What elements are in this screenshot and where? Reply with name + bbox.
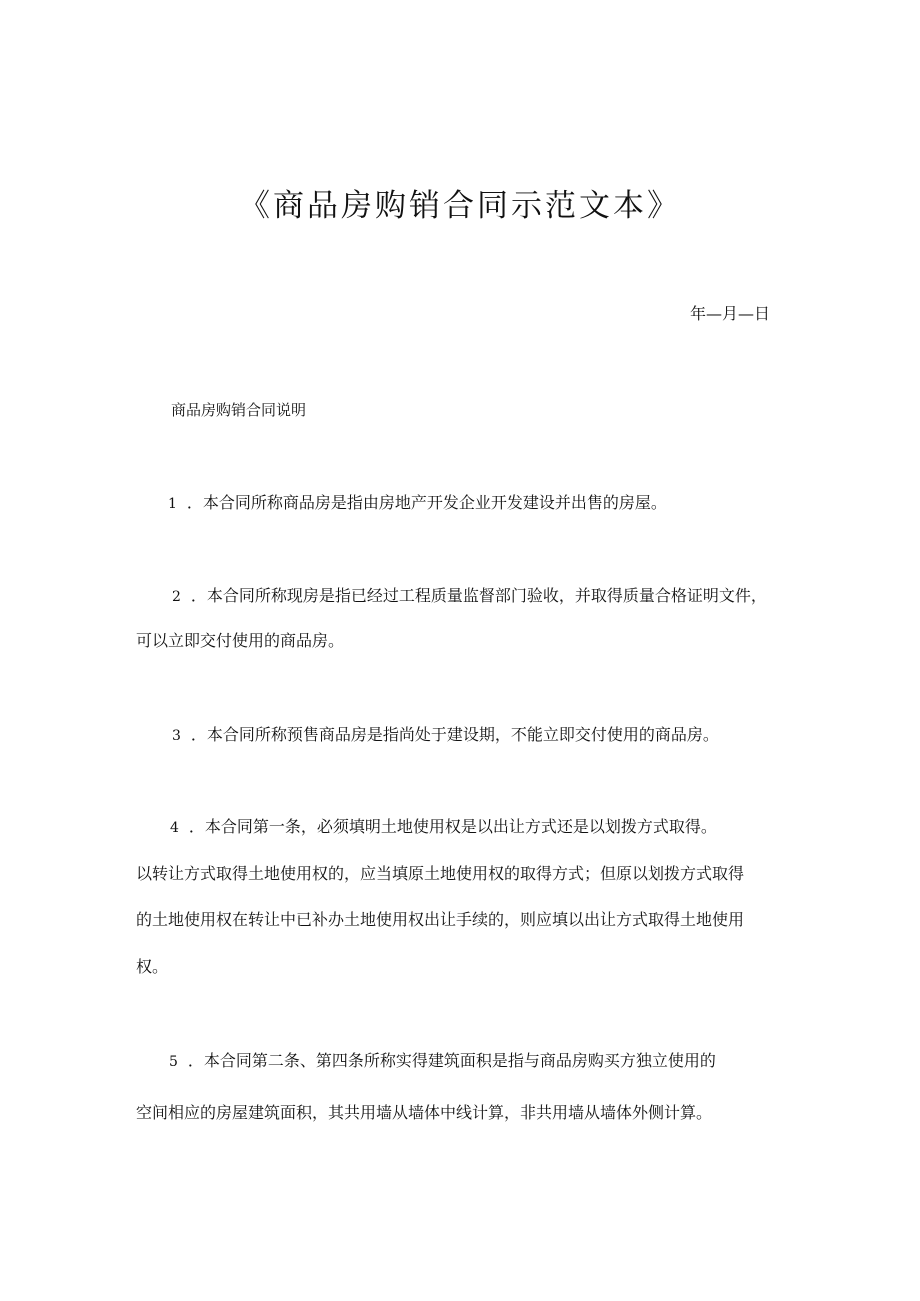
list-item-4-line-3: 的土地使用权在转让中已补办土地使用权出让手续的，则应填以出让方式取得土地使用 xyxy=(136,910,745,929)
list-item-text: ．本合同第一条，必须填明土地使用权是以出让方式还是以划拨方式取得。 xyxy=(188,817,717,836)
section-heading: 商品房购销合同说明 xyxy=(171,401,307,419)
list-item-number: 1 xyxy=(168,496,177,512)
list-item-text: ．本合同所称现房是指已经过工程质量监督部门验收，并取得质量合格证明文件， xyxy=(190,586,767,605)
list-item-4-line-1 xyxy=(170,815,717,840)
list-item-text: ．本合同第二条、第四条所称实得建筑面积是指与商品房购买方独立使用的 xyxy=(187,1051,716,1070)
list-item-number: 2 xyxy=(172,589,181,605)
list-item-5-line-1 xyxy=(169,1049,716,1074)
list-item-4-line-4: 权。 xyxy=(136,957,169,976)
list-item-number: 5 xyxy=(169,1054,178,1070)
list-item-number: 3 xyxy=(172,728,181,744)
list-item-2-line-2: 可以立即交付使用的商品房。 xyxy=(136,631,345,650)
list-item-5-line-2: 空间相应的房屋建筑面积，其共用墙从墙体中线计算，非共用墙从墙体外侧计算。 xyxy=(136,1103,713,1122)
document-title: 《商品房购销合同示范文本》 xyxy=(239,188,681,224)
list-item-text: ．本合同所称商品房是指由房地产开发企业开发建设并出售的房屋。 xyxy=(186,493,667,512)
list-item-text: ．本合同所称预售商品房是指尚处于建设期，不能立即交付使用的商品房。 xyxy=(190,725,719,744)
list-item-4-line-2: 以转让方式取得土地使用权的，应当填原土地使用权的取得方式；但原以划拨方式取得 xyxy=(136,864,745,883)
list-item-2-line-1 xyxy=(172,584,767,609)
date-line: 年—月—日 xyxy=(690,304,771,323)
list-item-1-line-1 xyxy=(168,491,667,516)
list-item-3-line-1 xyxy=(172,723,719,748)
list-item-number: 4 xyxy=(170,820,179,836)
